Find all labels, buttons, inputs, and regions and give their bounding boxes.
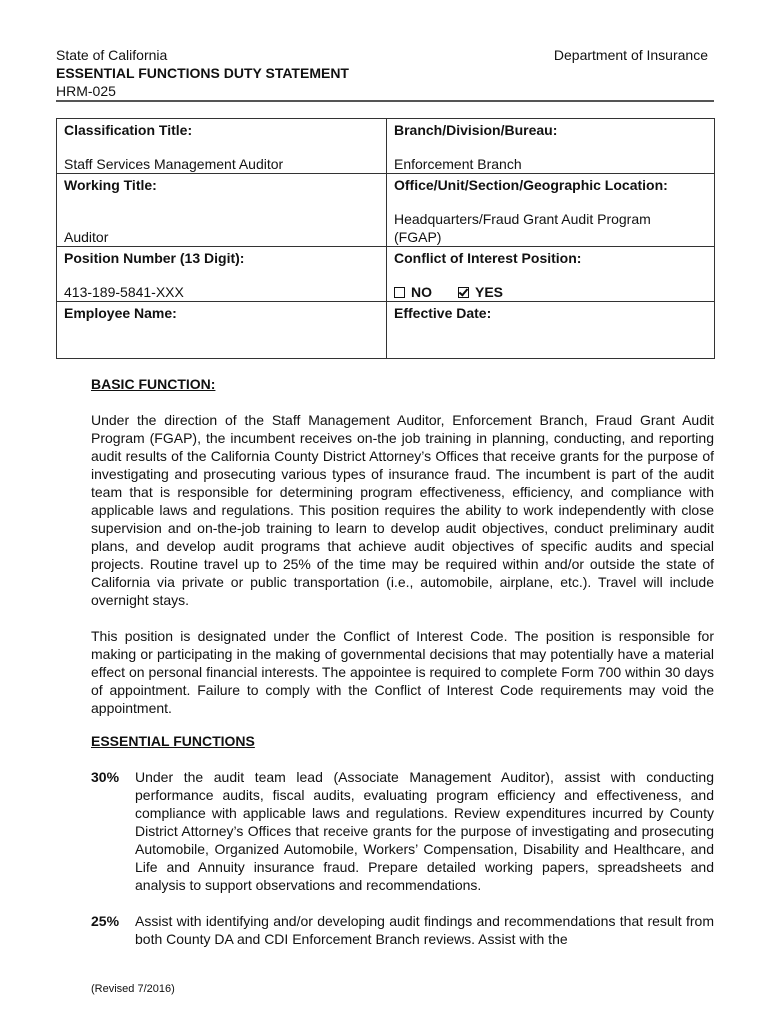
revision-footer: (Revised 7/2016) bbox=[91, 983, 175, 995]
state-name: State of California bbox=[56, 47, 168, 63]
classification-value: Staff Services Management Auditor bbox=[64, 156, 284, 172]
conflict-cell bbox=[387, 247, 715, 302]
unchecked-box-icon[interactable] bbox=[394, 287, 405, 298]
basic-function-paragraph-1: Under the direction of the Staff Management Auditor, Enforcement Branch, Fraud Grant Audit Program (FGAP), the incumbent receives on-the job training in planning, conducting, and reporting audit results of the California County District Attorney’s Offices that receive grants for the purpose of investigating and prosecuting various types of insurance fraud. The incumbent is part of the audit team that is responsible for determining program effectiveness, efficiency, and compliance with applicable laws and regulations. This position requires the ability to work independently with close supervision and on-the-job training to learn to develop audit objectives, conduct preliminary audit plans, and develop audit programs that achieve audit objectives of specific audits and special projects. Routine travel up to 25% of the time may be required within and/or outside the state of California via private or public transportation (i.e., automobile, airplane, etc.). Travel will include overnight stays. bbox=[91, 412, 714, 608]
branch-label: Branch/Division/Bureau: bbox=[394, 122, 558, 138]
position-number-value: 413-189-5841-XXX bbox=[64, 284, 184, 300]
essential-functions-section bbox=[91, 732, 714, 948]
location-cell bbox=[387, 174, 715, 247]
duty-text: Under the audit team lead (Associate Management Auditor), assist with conducting performance audits, fiscal audits, evaluating program efficiency and effectiveness, and compliance with applicable laws and regulations. Review expenditures incurred by County District Attorney’s Offices that receive grants for the purpose of investigating and prosecuting Automobile, Organized Automobile, Workers’ Compensation, Disability and Healthcare, and Life and Annuity insurance fraud. Prepare detailed working papers, spreadsheets and analysis to support observations and recommendations. bbox=[135, 769, 714, 893]
checked-box-icon[interactable] bbox=[458, 287, 469, 298]
conflict-label: Conflict of Interest Position: bbox=[394, 250, 582, 266]
position-info-table bbox=[56, 118, 715, 359]
duty-percent: 25% bbox=[91, 913, 120, 929]
position-number-cell bbox=[57, 247, 387, 302]
branch-value: Enforcement Branch bbox=[394, 156, 522, 172]
location-label: Office/Unit/Section/Geographic Location: bbox=[394, 177, 668, 193]
effective-date-cell[interactable] bbox=[387, 302, 715, 359]
duty-text: Assist with identifying and/or developing audit findings and recommendations that result from both County DA and CDI Enforcement Branch reviews. Assist with the bbox=[135, 913, 714, 947]
basic-function-section bbox=[91, 375, 714, 717]
department-name: Department of Insurance bbox=[553, 47, 708, 63]
working-title-cell bbox=[57, 174, 387, 247]
duty-item bbox=[91, 768, 714, 894]
classification-label: Classification Title: bbox=[64, 122, 193, 138]
location-value-line2: (FGAP) bbox=[394, 229, 442, 245]
working-title-value: Auditor bbox=[64, 229, 109, 245]
position-number-label: Position Number (13 Digit): bbox=[64, 250, 245, 266]
classification-cell bbox=[57, 119, 387, 174]
location-value-line1: Headquarters/Fraud Grant Audit Program bbox=[394, 211, 651, 227]
document-header bbox=[56, 46, 714, 100]
employee-name-cell[interactable] bbox=[57, 302, 387, 359]
conflict-no-label: NO bbox=[411, 284, 432, 300]
conflict-yes-label: YES bbox=[475, 284, 504, 300]
location-value bbox=[394, 210, 651, 246]
basic-function-paragraph-2: This position is designated under the Conflict of Interest Code. The position is responsible for making or participating in the making of governmental decisions that may potentially have a material effect on personal financial interests. The appointee is required to complete Form 700 within 30 days of appointment. Failure to comply with the Conflict of Interest Code requirements may void the appointment. bbox=[91, 628, 714, 716]
branch-cell bbox=[387, 119, 715, 174]
employee-name-label: Employee Name: bbox=[64, 305, 177, 321]
form-number: HRM-025 bbox=[56, 83, 116, 99]
duty-percent: 30% bbox=[91, 769, 120, 785]
essential-functions-title: ESSENTIAL FUNCTIONS bbox=[91, 733, 255, 749]
effective-date-label: Effective Date: bbox=[394, 305, 492, 321]
header-divider bbox=[56, 100, 714, 102]
duty-item bbox=[91, 912, 714, 948]
working-title-label: Working Title: bbox=[64, 177, 157, 193]
conflict-no-option[interactable] bbox=[394, 283, 432, 301]
conflict-options bbox=[394, 283, 503, 301]
document-title: ESSENTIAL FUNCTIONS DUTY STATEMENT bbox=[56, 65, 349, 81]
basic-function-title: BASIC FUNCTION: bbox=[91, 376, 216, 392]
conflict-yes-option[interactable] bbox=[458, 283, 503, 301]
